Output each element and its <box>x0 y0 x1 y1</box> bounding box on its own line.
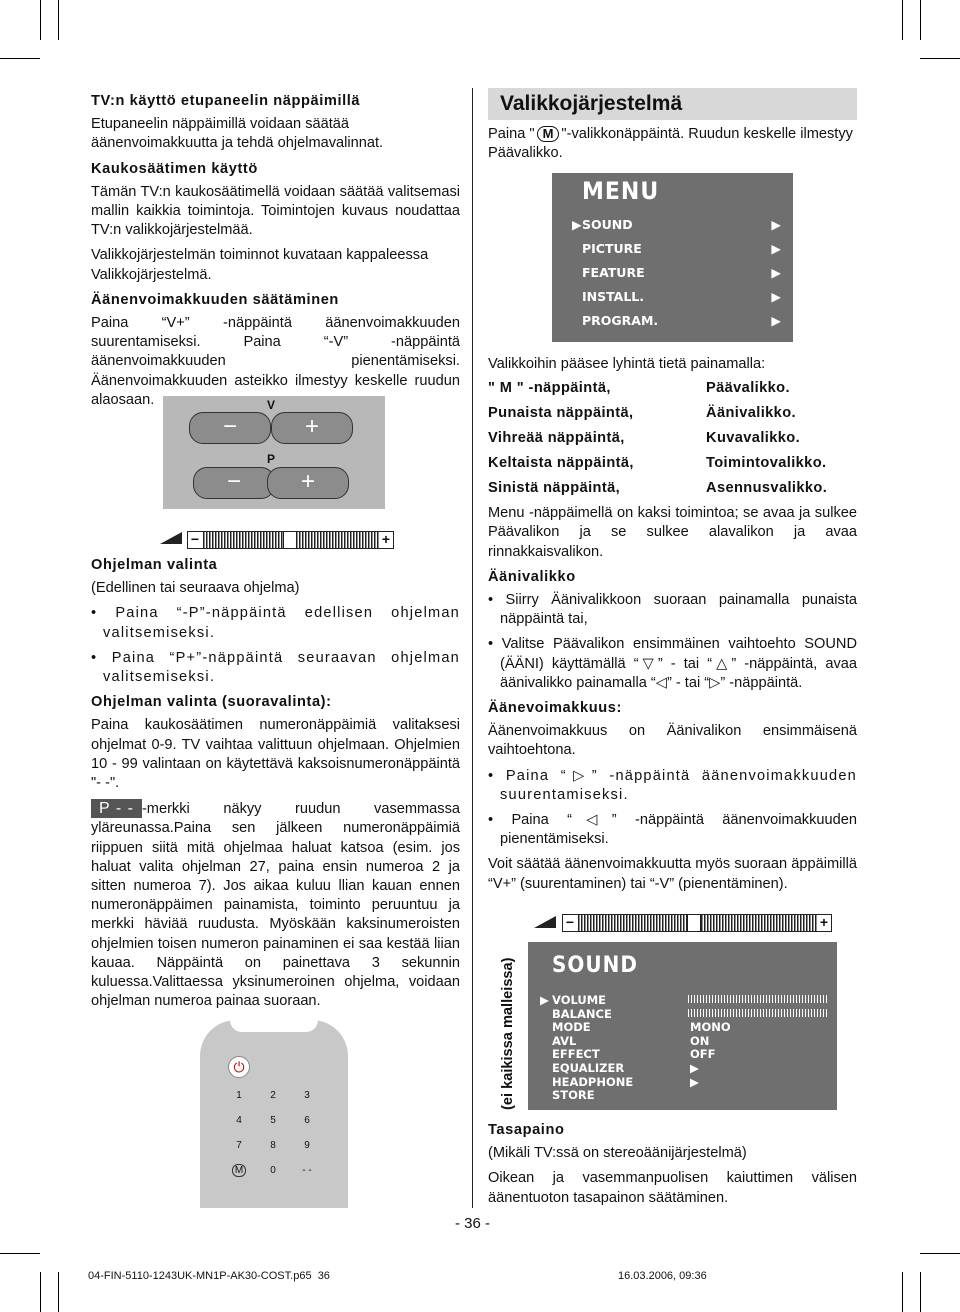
heading-balance: Tasapaino <box>488 1122 565 1138</box>
crop-mark <box>902 1272 903 1312</box>
key-3[interactable]: 3 <box>304 1090 310 1101</box>
crop-mark <box>0 1253 40 1254</box>
bullet-prev-program: • Paina “-P”-näppäintä edellisen ohjelman valitsemiseksi. <box>91 605 460 641</box>
key-double-digit[interactable]: - - <box>302 1165 312 1176</box>
heading-program: Ohjelman valinta <box>91 557 218 573</box>
sound-menu-title: SOUND <box>552 951 638 978</box>
key-5[interactable]: 5 <box>270 1115 276 1126</box>
crop-mark <box>902 0 903 40</box>
main-menu-osd <box>552 173 793 342</box>
paragraph-volume: Paina “V+” -näppäintä äänenvoimakkuuden suurentamiseksi. Paina “-V” -näppäintä äänenvoimakkuuden pienentämiseksi. Äänenvoimakkuuden asteikko ilmestyy keskelle ruudun alaosaan. <box>91 315 460 408</box>
volume-marker <box>283 531 297 549</box>
menu-item-sound[interactable]: ▶ SOUND ▶ <box>572 217 781 232</box>
bullet-next-program: • Paina “P+”-näppäintä seuraavan ohjelman valitsemiseksi. <box>91 649 460 686</box>
crop-mark <box>58 0 59 40</box>
shortcut-row: Punaista näppäintä, Äänivalikko. <box>488 405 796 422</box>
volume-minus-button[interactable]: − <box>189 412 271 444</box>
shortcut-row: Sinistä näppäintä, Asennusvalikko. <box>488 480 828 497</box>
heading-front-panel: TV:n käyttö etupaneelin näppäimillä <box>91 93 361 109</box>
left-column-lower <box>91 552 460 1017</box>
models-note-vertical: (ei kaikissa malleissa) <box>500 957 516 1110</box>
bullet-volume-up: • Paina “▷” -näppäintä äänenvoimakkuuden suurentamiseksi. <box>488 767 857 803</box>
heading-volume: Äänenvoimakkuuden säätäminen <box>91 291 339 308</box>
speaker-icon <box>160 532 182 544</box>
right-column-lower <box>488 1117 857 1214</box>
crop-mark <box>40 0 41 40</box>
key-4[interactable]: 4 <box>236 1115 242 1126</box>
crop-mark <box>920 58 960 59</box>
paragraph-access: Valikkoihin pääsee lyhintä tietä painamalla: <box>488 356 766 372</box>
plus-icon: + <box>379 532 393 548</box>
remote-top-notch <box>230 1020 318 1032</box>
paragraph-remote: Tämän TV:n kaukosäätimellä voidaan säätää valitsemasi mallin kaikkia toimintoja. Toimintojen kuvaus noudattaa TV:n valikkojärjestelmää. <box>91 183 460 239</box>
minus-icon: − <box>563 915 577 931</box>
key-6[interactable]: 6 <box>304 1115 310 1126</box>
key-menu[interactable]: M <box>222 1165 256 1176</box>
plus-icon: + <box>817 915 831 931</box>
m-key-icon: M <box>537 126 560 142</box>
paragraph-menu-ref: Valikkojärjestelmän toiminnot kuvataan kappaleessa Valikkojärjestelmä. <box>91 247 429 283</box>
sound-item-headphone[interactable]: HEADPHONE ▶ <box>552 1074 699 1089</box>
program-plus-button[interactable]: + <box>267 467 349 499</box>
bullet-red-key: • Siirry Äänivalikkoon suoraan painamalla punaista näppäintä tai, <box>488 592 857 628</box>
marker-text: -merkki näkyy ruudun vasemmassa yläreunassa.Paina sen jälkeen numeronäppäimiä riippuen siitä mitä ohjelmaa haluat katsoa (esim. jos haluat valita ohjelman 27, paina ensin numeroa 2 ja sitten numeroa 7). Jos aikaa kuluu llian kauan ennen numeronäppäimen painamista, toiminto peruuntuu ja merkki häviää ruudusta. Myöskään kaksinumeroisten ohjelmien toisen numeron painaminen ei saa kestää liian kauaa. Näppäintä on painettava 3 sekunnin kuluessa.Valittaessa yksinumeroinen ohjelma, voidaan ohjelman numeroa painaa suoraan. <box>91 801 460 1010</box>
shortcut-row: Vihreää näppäintä, Kuvavalikko. <box>488 430 801 447</box>
crop-mark <box>920 1272 921 1312</box>
remote-keypad <box>222 1090 326 1176</box>
balance-mini-bar <box>688 1009 828 1017</box>
key-8[interactable]: 8 <box>270 1140 276 1151</box>
heading-volume-setting: Äänevoimakkuus: <box>488 700 622 717</box>
volume-plus-button[interactable]: + <box>271 412 353 444</box>
sound-item-equalizer[interactable]: EQUALIZER ▶ <box>552 1060 699 1075</box>
program-minus-button[interactable]: − <box>193 467 275 499</box>
shortcut-list <box>488 379 857 504</box>
sound-item-mode[interactable]: MODE MONO <box>552 1020 731 1035</box>
bullet-volume-down: • Paina “◁” -näppäintä äänenvoimakkuuden pienentämiseksi. <box>488 812 857 848</box>
key-0[interactable]: 0 <box>270 1165 276 1176</box>
heading-sound-menu: Äänivalikko <box>488 568 576 585</box>
menu-item-feature[interactable]: FEATURE ▶ <box>582 265 781 280</box>
paragraph-front-panel: Etupaneelin näppäimillä voidaan säätää äänenvoimakkuutta ja tehdä ohjelmavalinnat. <box>91 116 384 152</box>
paragraph-balance-note: (Mikäli TV:ssä on stereoäänijärjestelmä) <box>488 1145 747 1162</box>
key-1[interactable]: 1 <box>236 1090 242 1101</box>
volume-scale <box>562 914 832 932</box>
menu-item-picture[interactable]: PICTURE ▶ <box>582 241 781 256</box>
volume-scale <box>187 531 394 549</box>
main-menu-list <box>552 217 793 337</box>
bullet-select-sound: • Valitse Päävalikon ensimmäinen vaihtoehto SOUND (ÄÄNI) käyttämällä “▽” - tai “△” -näppäintä, avaa äänivalikko painamalla “◁” - tai “▷” -näppäintä. <box>488 636 857 691</box>
speaker-icon <box>534 916 556 928</box>
shortcut-row: Keltaista näppäintä, Toimintovalikko. <box>488 455 827 472</box>
paragraph-balance: Oikean ja vasemmanpuolisen kaiuttimen välisen äänentuoton tasapainon säätäminen. <box>488 1170 857 1206</box>
menu-item-install[interactable]: INSTALL. ▶ <box>582 289 781 304</box>
paragraph-menu-key: Menu -näppäimellä on kaksi toimintoa; se avaa ja sulkee Päävalikon ja se sulkee alavalikon ja avaa rinnakkaisvalikon. <box>488 505 857 560</box>
sound-menu-list <box>528 993 837 1102</box>
program-label: P <box>267 452 276 466</box>
volume-mini-bar <box>688 995 828 1003</box>
key-7[interactable]: 7 <box>236 1140 242 1151</box>
section-title: Valikkojärjestelmä <box>500 92 683 115</box>
heading-direct: Ohjelman valinta (suoravalinta): <box>91 694 332 711</box>
crop-mark <box>58 1272 59 1312</box>
footer-date: 16.03.2006, 09:36 <box>618 1270 707 1282</box>
left-column <box>91 88 460 416</box>
shortcut-row: " M " -näppäintä, Päävalikko. <box>488 380 790 397</box>
paragraph-marker <box>91 799 460 1011</box>
front-panel-illustration <box>163 396 385 509</box>
column-divider <box>472 88 473 1208</box>
paragraph-direct: Paina kaukosäätimen numeronäppäimiä valitaksesi ohjelmat 0-9. TV vaihtaa valittuun ohjelmaan. Ohjelmien 10 - 99 valintaan on käytettävä kaksoisnumeronäppäintä "- -". <box>91 717 460 792</box>
paragraph-menu-intro: Paina " M "-valikkonäppäintä. Ruudun keskelle ilmestyy Päävalikko. <box>488 126 853 162</box>
minus-icon: − <box>188 532 202 548</box>
key-9[interactable]: 9 <box>304 1140 310 1151</box>
crop-mark <box>920 0 921 40</box>
paragraph-volume-setting: Äänenvoimakkuus on Äänivalikon ensimmäisenä vaihtoehtona. <box>488 723 857 759</box>
section-title-bar <box>488 88 857 120</box>
sound-menu-osd <box>528 942 837 1110</box>
main-menu-title: MENU <box>582 178 660 206</box>
volume-label: V <box>267 398 276 412</box>
key-2[interactable]: 2 <box>270 1090 276 1101</box>
power-button[interactable]: ⏻ <box>228 1056 250 1078</box>
menu-item-program[interactable]: PROGRAM. ▶ <box>582 313 781 328</box>
p-dash-badge: P - - <box>91 799 142 818</box>
sound-item-store[interactable]: STORE <box>552 1088 595 1103</box>
volume-marker <box>687 914 701 932</box>
heading-remote: Kaukosäätimen käyttö <box>91 160 258 177</box>
page-number: - 36 - <box>455 1215 491 1232</box>
right-column <box>488 355 857 900</box>
crop-mark <box>40 1272 41 1312</box>
footer-filename: 04-FIN-5110-1243UK-MN1P-AK30-COST.p65 36 <box>88 1270 330 1282</box>
sound-item-balance[interactable]: BALANCE <box>528 1007 837 1021</box>
crop-mark <box>0 58 40 59</box>
sound-item-effect[interactable]: EFFECT OFF <box>552 1047 716 1062</box>
right-intro <box>488 125 857 169</box>
paragraph-v-keys: Voit säätää äänenvoimakkuutta myös suoraan äppäimillä “V+” (suurentaminen) tai “-V” (pienentäminen). <box>488 856 857 892</box>
crop-mark <box>920 1253 960 1254</box>
sound-item-avl[interactable]: AVL ON <box>552 1033 710 1048</box>
sound-item-volume[interactable]: ▶ VOLUME <box>528 993 837 1007</box>
paragraph-program: (Edellinen tai seuraava ohjelma) <box>91 580 300 597</box>
